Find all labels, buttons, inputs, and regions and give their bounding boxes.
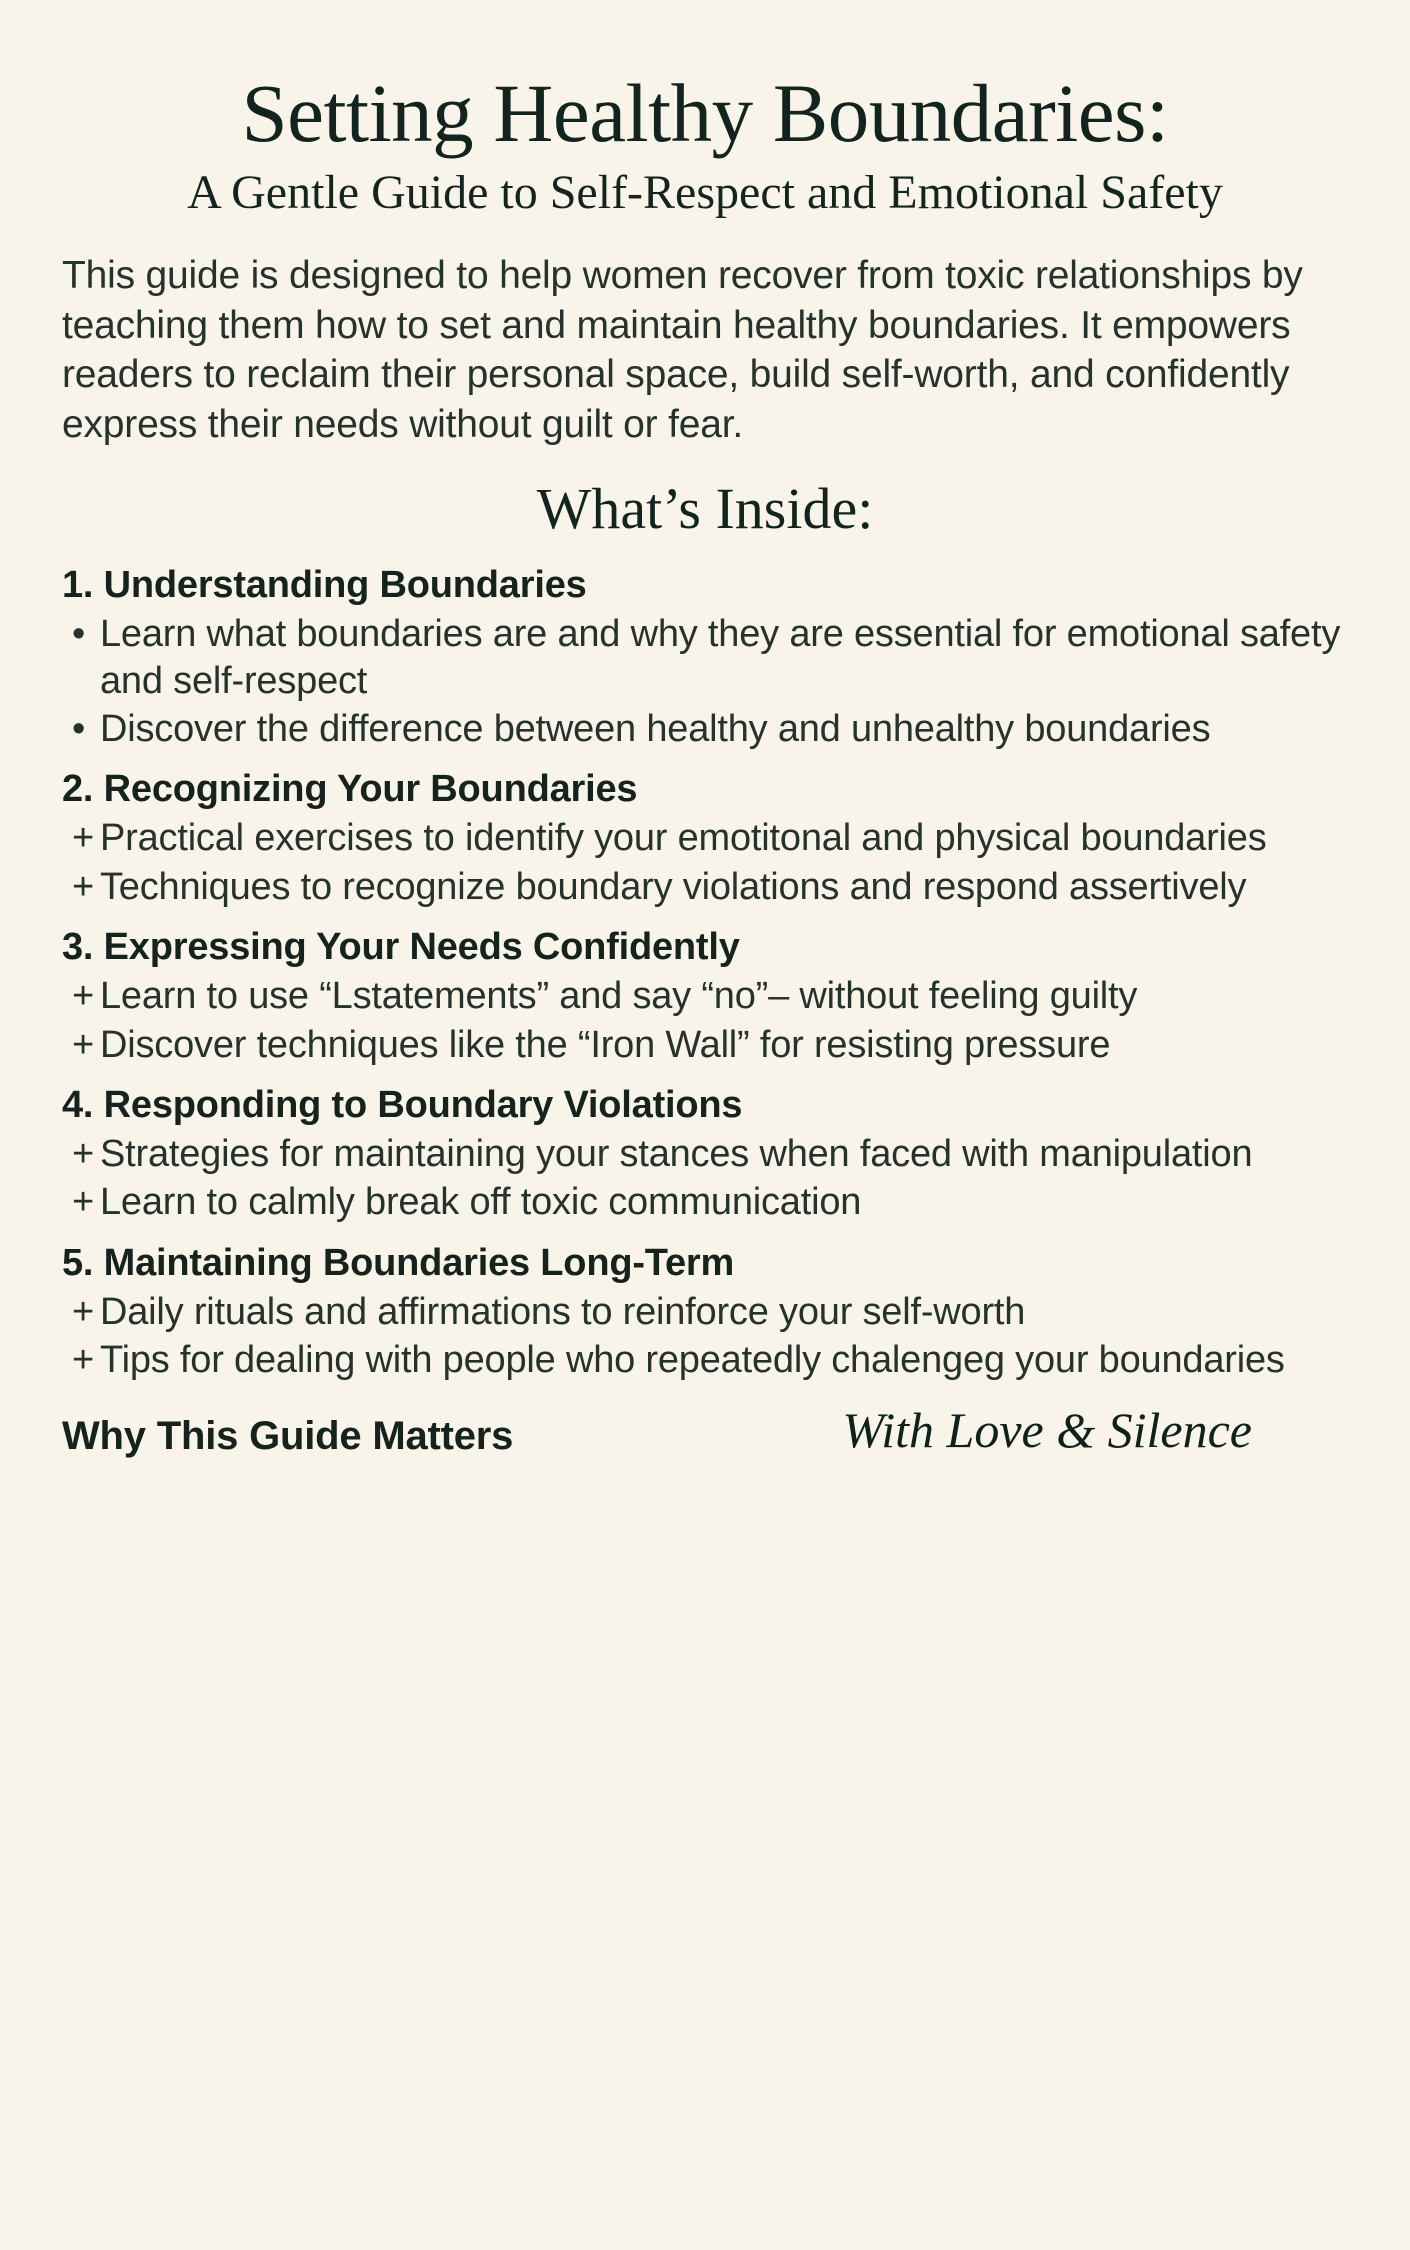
- section-heading: 2. Recognizing Your Boundaries: [62, 768, 638, 811]
- list-item-text: Daily rituals and affirmations to reinforce your self-worth: [100, 1290, 1026, 1333]
- list-item-text: Techniques to recognize boundary violations and respond assertively: [100, 865, 1247, 908]
- bullet-list: [62, 1289, 1348, 1384]
- list-item: [62, 706, 1348, 752]
- list-item-text: Practical exercises to identify your emotitonal and physical boundaries: [100, 817, 1267, 860]
- list-item: [62, 1289, 1348, 1335]
- list-item-text: Learn to calmly break off toxic communication: [100, 1181, 862, 1224]
- bullet-marker-icon: •: [72, 613, 86, 656]
- document-footer: [62, 1401, 1348, 1459]
- section: [62, 1242, 1348, 1384]
- list-item: [62, 611, 1348, 704]
- section-heading: 5. Maintaining Boundaries Long-Term: [62, 1241, 735, 1284]
- section-heading: 4. Responding to Boundary Violations: [62, 1083, 743, 1126]
- bullet-marker-icon: +: [72, 1338, 94, 1381]
- list-item-text: Learn what boundaries are and why they are essential for emotional safety and self-respect: [100, 613, 1341, 702]
- list-item: [62, 1337, 1348, 1383]
- section-heading: 3. Expressing Your Needs Confidently: [62, 926, 740, 969]
- bullet-marker-icon: +: [72, 975, 94, 1018]
- list-item-text: Discover techniques like the “Iron Wall” for resisting pressure: [100, 1023, 1111, 1066]
- bullet-list: [62, 1131, 1348, 1226]
- list-item: [62, 1179, 1348, 1225]
- bullet-marker-icon: •: [72, 708, 86, 751]
- whats-inside-heading: What’s Inside:: [536, 476, 874, 542]
- sections-list: [62, 564, 1348, 1383]
- signature: With Love & Silence: [842, 1402, 1252, 1459]
- list-item: [62, 815, 1348, 861]
- list-item: [62, 973, 1348, 1019]
- list-item: [62, 1131, 1348, 1177]
- bullet-marker-icon: +: [72, 1290, 94, 1333]
- bullet-marker-icon: +: [72, 865, 94, 908]
- section: [62, 926, 1348, 1068]
- list-item-text: Tips for dealing with people who repeatedly chalengeg your boundaries: [100, 1338, 1285, 1381]
- bullet-marker-icon: +: [72, 817, 94, 860]
- bullet-marker-icon: +: [72, 1132, 94, 1175]
- section: [62, 768, 1348, 910]
- bullet-marker-icon: +: [72, 1181, 94, 1224]
- page-title: Setting Healthy Boundaries:: [241, 67, 1169, 159]
- bullet-list: [62, 815, 1348, 910]
- list-item-text: Strategies for maintaining your stances when faced with manipulation: [100, 1132, 1253, 1175]
- list-item-text: Learn to use “Lstatements” and say “no”– without feeling guilty: [100, 975, 1138, 1018]
- list-item-text: Discover the difference between healthy and unhealthy boundaries: [100, 708, 1211, 751]
- page-subtitle: A Gentle Guide to Self-Respect and Emotional Safety: [187, 166, 1223, 220]
- why-this-guide-matters-heading: Why This Guide Matters: [62, 1414, 514, 1459]
- intro-paragraph: This guide is designed to help women recover from toxic relationships by teaching them how to set and maintain healthy boundaries. It empowers readers to reclaim their personal space, build self-worth, and confidently express their needs without guilt or fear.: [62, 254, 1303, 446]
- section: [62, 564, 1348, 752]
- bullet-list: [62, 973, 1348, 1068]
- section: [62, 1084, 1348, 1226]
- list-item: [62, 1022, 1348, 1068]
- section-heading: 1. Understanding Boundaries: [62, 564, 587, 607]
- bullet-marker-icon: +: [72, 1023, 94, 1066]
- bullet-list: [62, 611, 1348, 752]
- list-item: [62, 864, 1348, 910]
